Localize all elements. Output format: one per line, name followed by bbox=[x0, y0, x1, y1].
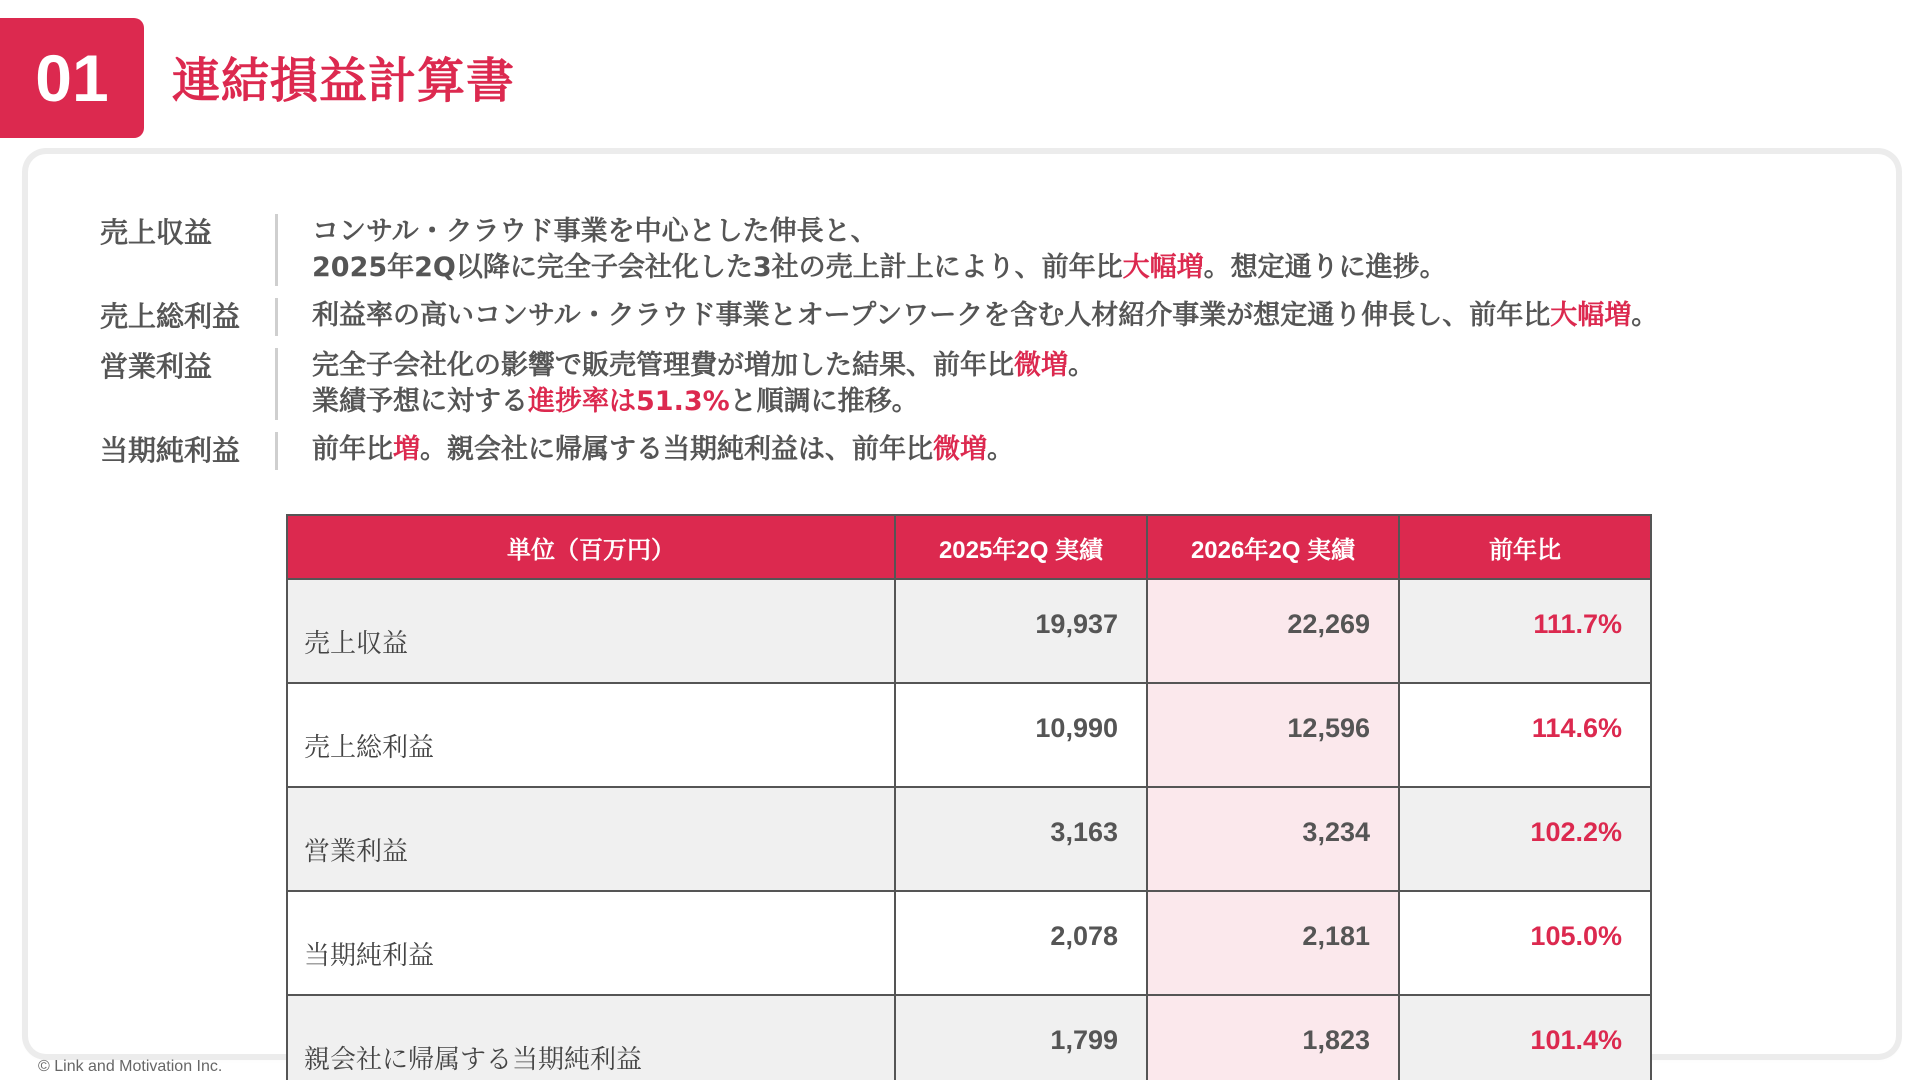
summary-item bbox=[100, 432, 1860, 470]
summary-segment: 。 bbox=[1631, 300, 1659, 331]
summary-line bbox=[312, 348, 1095, 384]
prev-value: 1,799 bbox=[895, 995, 1147, 1080]
row-label: 売上総利益 bbox=[287, 683, 895, 787]
row-label: 当期純利益 bbox=[287, 891, 895, 995]
summary-segment: 。想定通りに進捗。 bbox=[1203, 252, 1447, 283]
prev-value: 19,937 bbox=[895, 579, 1147, 683]
row-label: 親会社に帰属する当期純利益 bbox=[287, 995, 895, 1080]
income-statement-table bbox=[286, 514, 1652, 1080]
summary-text bbox=[312, 214, 1447, 286]
summary-segment: 前年比 bbox=[312, 434, 393, 465]
highlight-text: 微増 bbox=[1014, 350, 1068, 381]
table-row bbox=[287, 683, 1651, 787]
summary-segment: 。 bbox=[987, 434, 1014, 465]
highlight-text: 大幅増 bbox=[1122, 252, 1204, 283]
yoy-value: 114.6% bbox=[1399, 683, 1651, 787]
table-header-row bbox=[287, 515, 1651, 579]
summary-line bbox=[312, 250, 1447, 286]
summary-list bbox=[100, 214, 1860, 482]
prev-value: 2,078 bbox=[895, 891, 1147, 995]
summary-line bbox=[312, 384, 1095, 420]
summary-divider bbox=[275, 432, 278, 470]
summary-line bbox=[312, 298, 1658, 334]
summary-divider bbox=[275, 214, 278, 286]
row-label: 営業利益 bbox=[287, 787, 895, 891]
summary-divider bbox=[275, 298, 278, 336]
summary-segment: 。 bbox=[1068, 350, 1095, 381]
summary-item bbox=[100, 298, 1860, 336]
summary-segment: 。親会社に帰属する当期純利益は、前年比 bbox=[420, 434, 933, 465]
summary-segment: 2025年2Q以降に完全子会社化した3社の売上計上により、前年比 bbox=[312, 252, 1123, 283]
header-yoy: 前年比 bbox=[1399, 515, 1651, 579]
curr-value: 12,596 bbox=[1147, 683, 1399, 787]
summary-text bbox=[312, 298, 1658, 336]
summary-item bbox=[100, 214, 1860, 286]
summary-segment: 完全子会社化の影響で販売管理費が増加した結果、前年比 bbox=[312, 350, 1014, 381]
summary-item bbox=[100, 348, 1860, 420]
curr-value: 22,269 bbox=[1147, 579, 1399, 683]
curr-value: 1,823 bbox=[1147, 995, 1399, 1080]
summary-segment: と順調に推移。 bbox=[729, 386, 919, 417]
curr-value: 2,181 bbox=[1147, 891, 1399, 995]
summary-label: 売上収益 bbox=[100, 216, 213, 249]
summary-text bbox=[312, 348, 1095, 420]
yoy-value: 102.2% bbox=[1399, 787, 1651, 891]
summary-label: 営業利益 bbox=[100, 350, 213, 383]
header-curr-period: 2026年2Q 実績 bbox=[1147, 515, 1399, 579]
prev-value: 3,163 bbox=[895, 787, 1147, 891]
summary-label: 売上総利益 bbox=[100, 300, 241, 333]
table-row bbox=[287, 995, 1651, 1080]
yoy-value: 105.0% bbox=[1399, 891, 1651, 995]
summary-divider bbox=[275, 348, 278, 420]
summary-segment: 業績予想に対する bbox=[312, 386, 528, 417]
summary-text bbox=[312, 432, 1014, 470]
highlight-text: 微増 bbox=[933, 434, 987, 465]
summary-segment: 利益率の高いコンサル・クラウド事業とオープンワークを含む人材紹介事業が想定通り伸長し、前年比 bbox=[312, 300, 1551, 331]
highlight-text: 増 bbox=[393, 434, 420, 465]
header-prev-period: 2025年2Q 実績 bbox=[895, 515, 1147, 579]
section-number-badge: 01 bbox=[0, 18, 144, 138]
yoy-value: 101.4% bbox=[1399, 995, 1651, 1080]
highlight-text: 進捗率は51.3% bbox=[528, 386, 730, 417]
table-row bbox=[287, 787, 1651, 891]
page-title: 連結損益計算書 bbox=[172, 53, 516, 109]
table-row bbox=[287, 579, 1651, 683]
summary-line bbox=[312, 432, 1014, 468]
highlight-text: 大幅増 bbox=[1550, 300, 1632, 331]
header-unit: 単位（百万円） bbox=[287, 515, 895, 579]
summary-label: 当期純利益 bbox=[100, 434, 241, 467]
copyright-notice: © Link and Motivation Inc. bbox=[38, 1058, 223, 1075]
curr-value: 3,234 bbox=[1147, 787, 1399, 891]
summary-line bbox=[312, 214, 1447, 250]
table-row bbox=[287, 891, 1651, 995]
summary-segment: コンサル・クラウド事業を中心とした伸長と、 bbox=[312, 216, 878, 247]
prev-value: 10,990 bbox=[895, 683, 1147, 787]
yoy-value: 111.7% bbox=[1399, 579, 1651, 683]
row-label: 売上収益 bbox=[287, 579, 895, 683]
